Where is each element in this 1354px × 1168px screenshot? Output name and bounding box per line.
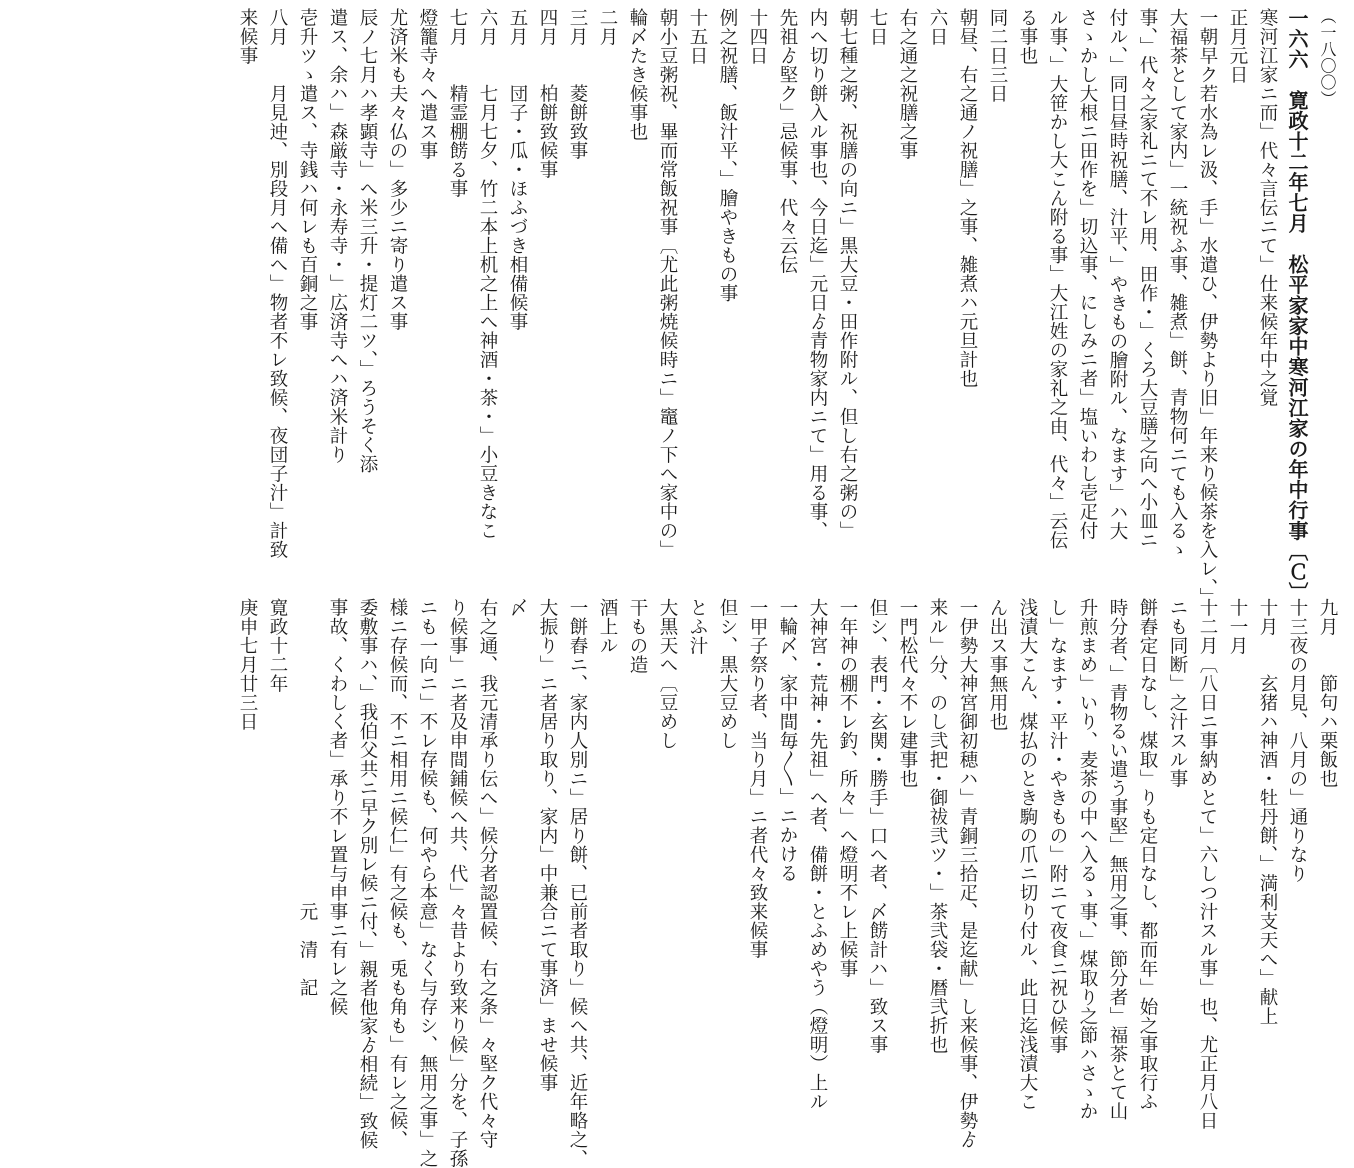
text-column: 干もの造 (627, 598, 648, 674)
text-column: 一甲子祭り者、当り月」ニ者代々致来候事 (747, 598, 768, 959)
section-heading: 同二日三日 (987, 8, 1008, 103)
month-entry: 四月 柏餅致候事 (537, 8, 558, 179)
text-column: 遣ス、余ハ」森厳寺・永寿寺・」広済寺へハ済米計り (327, 8, 348, 464)
text-column: 一朝早ク若水為レ汲、手」水遣ひ、伊勢より旧」年来り候茶を入レ、」 (1197, 8, 1218, 607)
text-column: 一門松代々不レ建事也 (897, 598, 918, 788)
text-column: 例之祝膳、飯汁平、」膾やきもの事 (717, 8, 738, 303)
text-column: とふ汁 (687, 598, 708, 655)
date-line: 寛政十二年 (267, 598, 288, 693)
text-column: 右之通之祝膳之事 (897, 8, 918, 160)
section-heading: 七日 (867, 8, 888, 46)
text-column: 〆 (507, 598, 528, 617)
text-column: 一餅舂ニ、家内人別ニ」居り餅、已前者取り」候へ共、近年略之、 (567, 598, 588, 1168)
section-heading: 正月元日 (1227, 8, 1248, 84)
text-column: 一輪〆、家中間毎〳〵」ニかける (777, 598, 798, 883)
month-entry: 十月 玄猪ハ神酒・牡丹餅、」満利支天へ」献上 (1257, 598, 1278, 1026)
document-title: 一六六 寛政十二年七月 松平家家中寒河江家の年中行事〔Ｃ〕 (1285, 8, 1309, 603)
month-entry: 七月 精霊棚餝る事 (447, 8, 468, 198)
text-column: 寒河江家ニ而」代々言伝ニて」仕来候年中之覚 (1257, 8, 1278, 407)
text-column: 輪〆たき候事也 (627, 8, 648, 141)
text-column: 燈籠寺々へ遣ス事 (417, 8, 438, 160)
section-heading: 十五日 (687, 8, 708, 65)
year-note: （一八〇〇） (1318, 8, 1337, 107)
month-entry: 十二月〔八日ニ事納めとて」六しつ汁スル事」也、尤正月八日 (1197, 598, 1218, 1130)
upper-text-block (7, 8, 1342, 607)
author-signature: 元 清 記 (297, 598, 318, 997)
text-column: 朝小豆粥祝、畢而常飯祝事〔尤此粥焼候時ニ」竈ノ下へ家中の」 (657, 8, 678, 559)
month-entry: 十一月 (1227, 598, 1248, 655)
text-column: 内へ切り餅入ル事也、今日迄」元日ゟ青物家内ニて」用る事、 (807, 8, 828, 540)
text-column: 先祖ゟ堅ク」忌候事、代々云伝 (777, 8, 798, 274)
text-column: 朝七種之粥、祝膳の向ニ」黒大豆・田作附ル、但し右之粥の」 (837, 8, 858, 540)
text-column: 辰ノ七月ハ孝顕寺」へ米三升・提灯二ツ、」ろうそく添 (357, 8, 378, 474)
text-column: 壱升ツゝ遣ス、寺銭ハ何レも百銅之事 (297, 8, 318, 331)
month-entry: 六月 七月七夕、竹二本上机之上へ神酒・茶・」小豆きなこ (477, 8, 498, 540)
text-column: り候事」ニ者及申間鋪候へ共、代」々昔より致来り候」分を、子孫 (447, 598, 468, 1168)
text-column: 事故、くわしく者」承り不レ置与申事ニ有レ之候 (327, 598, 348, 1016)
month-entry: 五月 団子・瓜・ほふづき相備候事 (507, 8, 528, 331)
text-column: 委敷事ハ、」我伯父共ニ早ク別レ候ニ付、」親者他家ゟ相続」致候 (357, 598, 378, 1150)
text-column: 大振り」ニ者居り取り、家内」中兼合ニて事済」ませ候事 (537, 598, 558, 1092)
text-column: る事也 (1017, 8, 1038, 65)
text-column: 付ル、」同日昼時祝膳、汁平、」やきもの膾附ル、なます」ハ大 (1107, 8, 1128, 541)
text-column: 様ニ存候而、不ニ相用ニ候仁」有之候も、兎も角も」有レ之候、 (387, 598, 408, 1149)
section-heading: 十四日 (747, 8, 768, 65)
text-column: 升煎まめ」いり、麦茶の中へ入るゝ事、」煤取り之節ハさゝか (1077, 598, 1098, 1121)
text-column: 事、」代々之家礼ニて不レ用、田作・」くろ大豆膳之向へ小皿ニ (1137, 8, 1158, 550)
section-heading: 六日 (927, 8, 948, 46)
text-column: 一伊勢大神宮御初穂ハ」青銅三拾疋、是迄献」し来候事、伊勢ゟ (957, 598, 978, 1149)
text-column: 大黒天へ〔豆めし (657, 598, 678, 750)
text-column: ん出ス事無用也 (987, 598, 1008, 731)
text-column: ニも一向ニ」不レ存候も、何やら本意」なく与存シ、無用之事」之 (417, 598, 438, 1168)
text-column: 来候事 (237, 8, 258, 65)
month-entry: 二月 (597, 8, 618, 46)
text-column: し」なます・平汁・やきもの」附ニて夜食ニ祝ひ候事 (1047, 598, 1068, 1054)
text-column: 右之通、我元清承り伝へ」候分者認置候、右之条」々堅ク代々守 (477, 598, 498, 1149)
text-column: 但シ、黒大豆めし (717, 598, 738, 750)
text-column: 時分者、」青物るい遣う事堅」無用之事、節分者」福茶とて山 (1107, 598, 1128, 1121)
text-column: 一年神の棚不レ釣、所々」へ燈明不レ上候事 (837, 598, 858, 978)
text-column: 来ル」分、のし弐把・御祓弐ツ・」茶弐袋・暦弐折也 (927, 598, 948, 1054)
text-column: 浅漬大こん、煤払のとき駒の爪ニ切り付ル、此日迄浅漬大こ (1017, 598, 1038, 1111)
text-column: 大福茶として家内」一統祝ふ事、雑煮」餅、青物何ニても入るゝ (1167, 8, 1188, 559)
text-column: 十三夜の月見、八月の」通りなり (1287, 598, 1308, 883)
month-entry: 三月 菱餅致事 (567, 8, 588, 160)
text-column: ル事、」大笹かし大こん附る事」大江姓の家礼之由、代々」云伝 (1047, 8, 1068, 550)
text-column: ニも同断」之汁スル事 (1167, 598, 1188, 788)
text-column: 餅舂定日なし、煤取」りも定日なし、都而年」始之事取行ふ (1137, 598, 1158, 1111)
date-line: 庚申七月廿三日 (237, 598, 258, 731)
text-column: 大神宮・荒神・先祖」へ者、備餅・とふめやう（燈明）上ル (807, 598, 828, 1111)
month-entry: 八月 月見迚、別段月へ備へ」物者不レ致候、夜団子汁」計致 (267, 8, 288, 559)
text-column: さゝかし大根ニ田作を」切込事、にしみニ者」塩いわし壱疋付 (1077, 8, 1098, 540)
text-column: 朝昼、右之通ノ祝膳」之事、雑煮ハ元旦計也 (957, 8, 978, 388)
month-entry: 九月 節句ハ栗飯也 (1317, 598, 1338, 788)
text-column: 但シ、表門・玄関・勝手」口へ者、〆餝計ハ」致ス事 (867, 598, 888, 1054)
text-column: 尤済米も夫々仏の」多少ニ寄り遣ス事 (387, 8, 408, 331)
text-column: 酒上ル (597, 598, 618, 655)
lower-text-block (7, 598, 1342, 1168)
